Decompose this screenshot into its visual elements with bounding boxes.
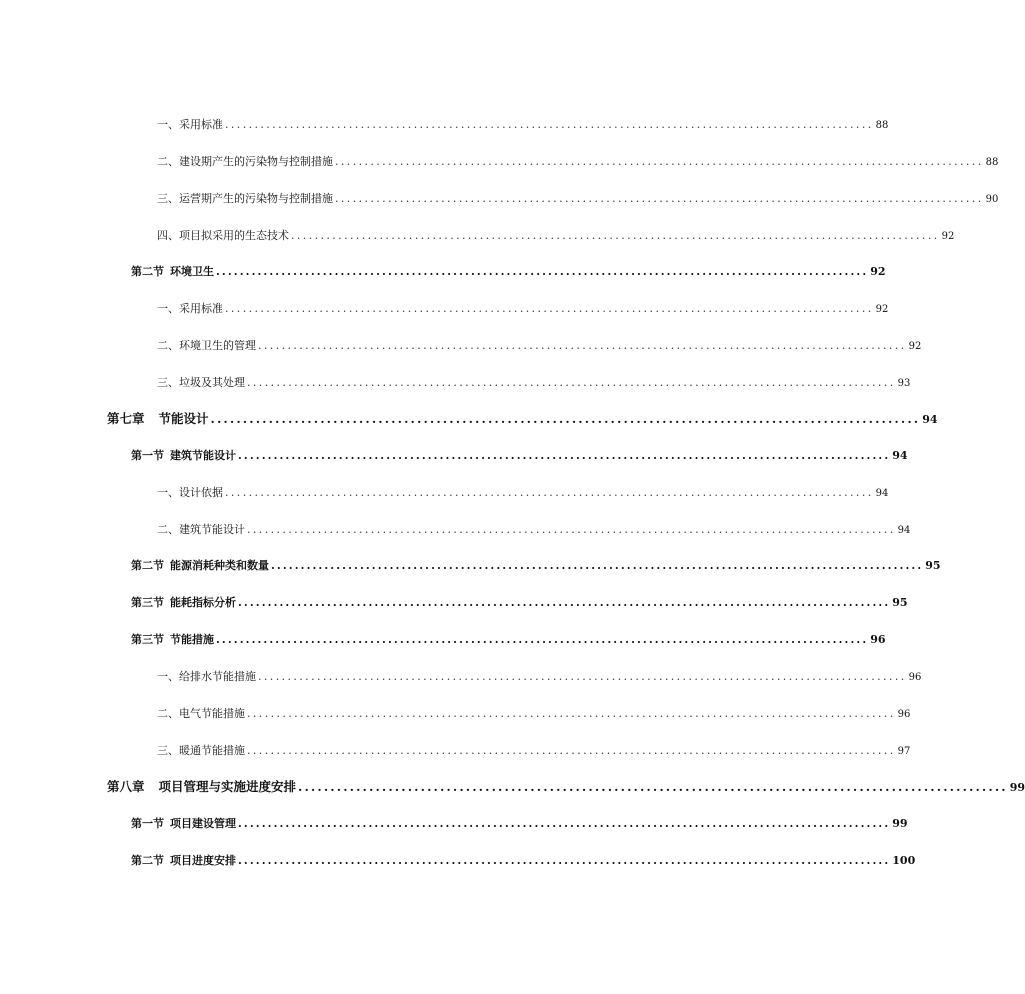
toc-page-number: 88 [875, 120, 889, 131]
toc-page-number: 96 [897, 709, 911, 720]
dot-leader: .............................................................................................................. [210, 411, 921, 426]
dot-leader: .............................................................................................................. [216, 265, 869, 278]
dot-leader: .............................................................................................................. [335, 192, 984, 205]
toc-entry[interactable] [157, 300, 889, 316]
toc-entry[interactable] [131, 631, 886, 647]
toc-entry-label: 第三节 能耗指标分析 [131, 596, 236, 609]
toc-entry[interactable] [131, 852, 916, 868]
toc-entry-label: 第二节 项目进度安排 [131, 854, 236, 867]
toc-page-number: 94 [875, 488, 889, 499]
dot-leader: .............................................................................................................. [335, 155, 984, 168]
toc-entry[interactable] [157, 484, 889, 500]
toc-entry[interactable] [131, 557, 941, 573]
toc-page-number: 99 [1009, 781, 1025, 794]
toc-entry-label: 四、项目拟采用的生态技术 [157, 229, 289, 242]
toc-page-number: 90 [985, 194, 999, 205]
dot-leader: .............................................................................................................. [225, 302, 874, 315]
toc-entry-label: 一、采用标准 [157, 302, 223, 315]
toc-entry-label: 第二节 能源消耗种类和数量 [131, 559, 269, 572]
toc-entry[interactable] [157, 521, 911, 537]
dot-leader: .............................................................................................................. [238, 449, 891, 462]
dot-leader: .............................................................................................................. [238, 596, 891, 609]
toc-entry[interactable] [157, 337, 922, 353]
toc-entry[interactable] [157, 153, 999, 169]
toc-page-number: 99 [892, 817, 908, 830]
toc-entry-label: 二、电气节能措施 [157, 707, 245, 720]
toc-page-number: 100 [892, 854, 916, 867]
dot-leader: .............................................................................................................. [225, 486, 874, 499]
dot-leader: .............................................................................................................. [271, 559, 924, 572]
dot-leader: .............................................................................................................. [238, 854, 891, 867]
toc-entry-label: 二、环境卫生的管理 [157, 339, 256, 352]
toc-page-number: 95 [892, 596, 908, 609]
toc-entry[interactable] [157, 668, 922, 684]
dot-leader: .............................................................................................................. [258, 339, 907, 352]
toc-page-number: 93 [897, 378, 911, 389]
toc-entry[interactable] [157, 705, 911, 721]
toc-page-number: 96 [908, 672, 922, 683]
toc-page-number: 92 [875, 304, 889, 315]
toc-entry[interactable] [131, 815, 908, 831]
toc-entry[interactable] [107, 777, 1025, 795]
dot-leader: .............................................................................................................. [247, 744, 896, 757]
dot-leader: .............................................................................................................. [238, 817, 891, 830]
toc-page-number: 88 [985, 157, 999, 168]
toc-entry[interactable] [157, 374, 911, 390]
dot-leader: .............................................................................................................. [291, 229, 940, 242]
dot-leader: .............................................................................................................. [298, 779, 1008, 794]
dot-leader: .............................................................................................................. [258, 670, 907, 683]
toc-entry[interactable] [157, 116, 889, 132]
toc-entry[interactable] [131, 263, 886, 279]
toc-entry[interactable] [157, 190, 999, 206]
toc-entry-label: 三、暖通节能措施 [157, 744, 245, 757]
toc-page-number: 92 [941, 231, 955, 242]
toc-entry-label: 一、给排水节能措施 [157, 670, 256, 683]
toc-entry[interactable] [157, 742, 911, 758]
toc-entry-label: 三、垃圾及其处理 [157, 376, 245, 389]
toc-entry-label: 一、设计依据 [157, 486, 223, 499]
toc-page-number: 94 [922, 413, 938, 426]
dot-leader: .............................................................................................................. [216, 633, 869, 646]
toc-entry-label: 二、建筑节能设计 [157, 523, 245, 536]
toc-page-number: 92 [870, 265, 886, 278]
toc-entry[interactable] [131, 447, 908, 463]
toc-entry[interactable] [107, 409, 938, 427]
toc-page-number: 94 [897, 525, 911, 536]
toc-entry-label: 第二节 环境卫生 [131, 265, 214, 278]
toc-page-number: 97 [897, 746, 911, 757]
toc-entry-label: 二、建设期产生的污染物与控制措施 [157, 155, 333, 168]
toc-page-number: 95 [925, 559, 941, 572]
dot-leader: .............................................................................................................. [247, 376, 896, 389]
toc-page-number: 94 [892, 449, 908, 462]
toc-entry-label: 第一节 项目建设管理 [131, 817, 236, 830]
toc-page-number: 92 [908, 341, 922, 352]
toc-entry-label: 一、采用标准 [157, 118, 223, 131]
toc-entry-label: 三、运营期产生的污染物与控制措施 [157, 192, 333, 205]
toc-page-number: 96 [870, 633, 886, 646]
dot-leader: .............................................................................................................. [247, 523, 896, 536]
dot-leader: .............................................................................................................. [225, 118, 874, 131]
toc-entry-label: 第三节 节能措施 [131, 633, 214, 646]
dot-leader: .............................................................................................................. [247, 707, 896, 720]
toc-entry-label: 第一节 建筑节能设计 [131, 449, 236, 462]
toc-entry[interactable] [157, 227, 955, 243]
toc-entry-label: 第八章 项目管理与实施进度安排 [107, 779, 297, 794]
toc-entry-label: 第七章 节能设计 [107, 411, 209, 426]
toc-entry[interactable] [131, 594, 908, 610]
